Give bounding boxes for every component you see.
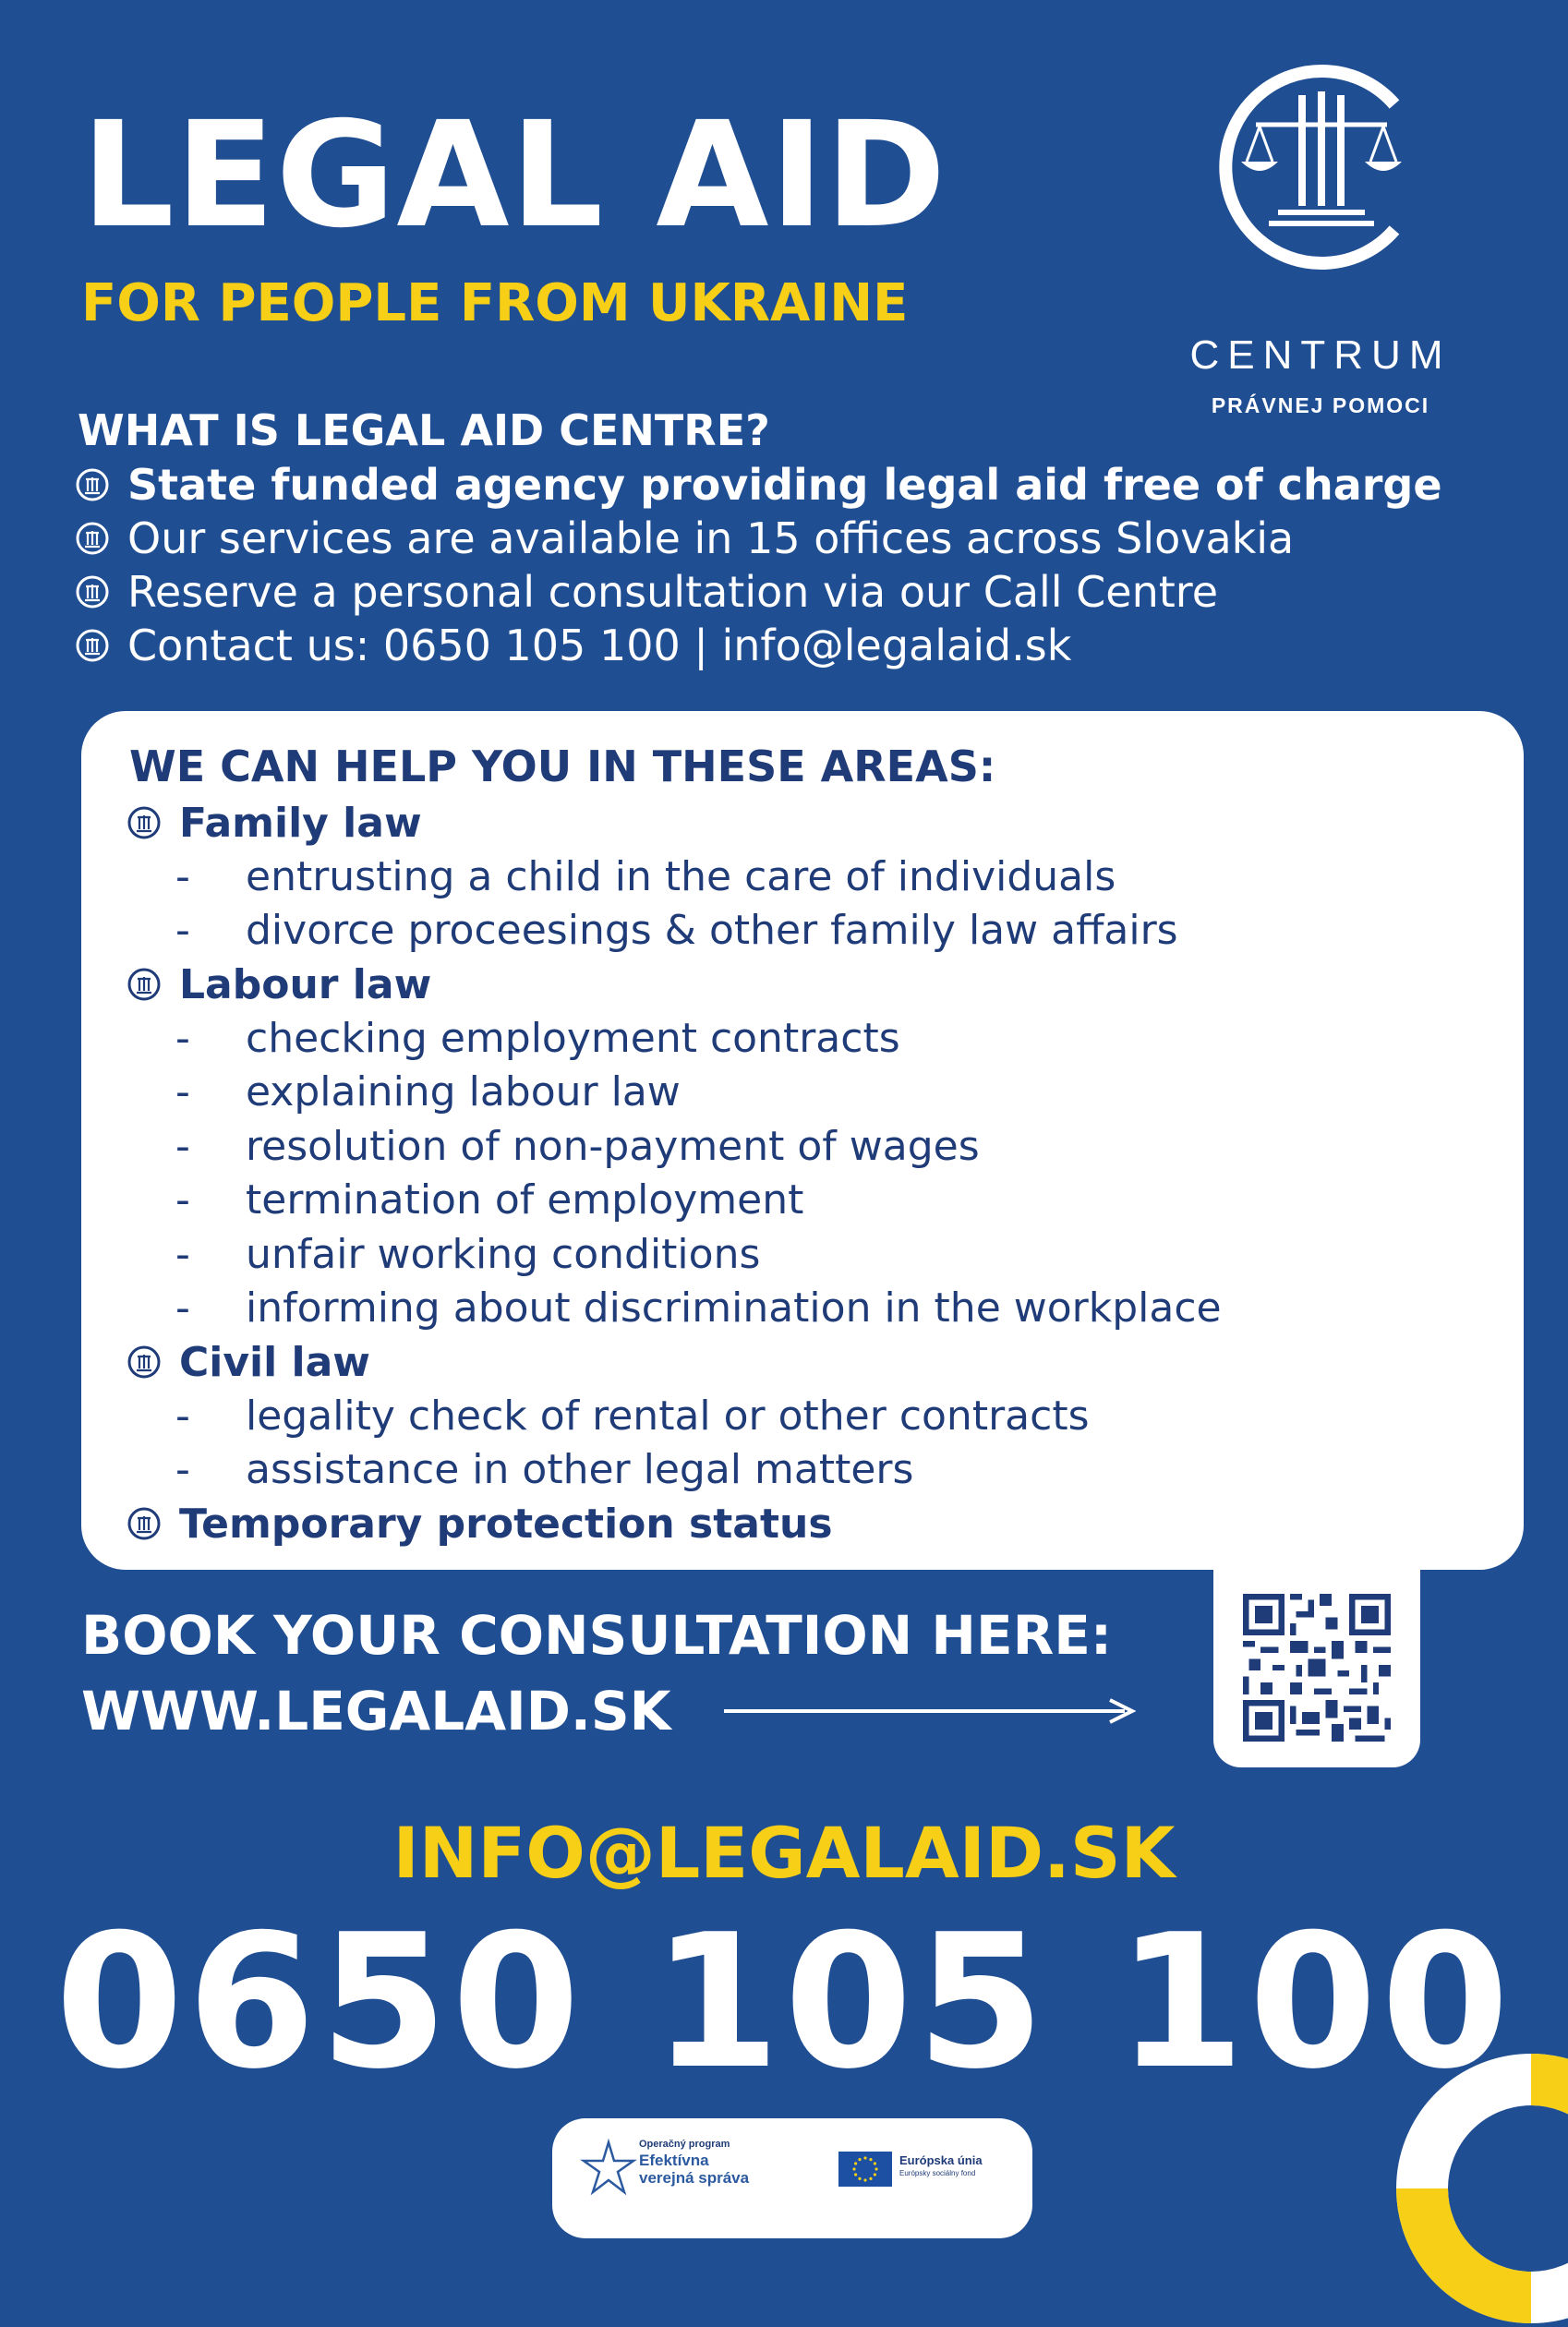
bullet-icon <box>126 966 163 1003</box>
bullet-icon <box>74 520 111 557</box>
area-sub-item: - checking employment contracts <box>175 1014 900 1062</box>
lifebuoy-icon <box>1393 2050 1568 2327</box>
poster-subtitle: FOR PEOPLE FROM UKRAINE <box>81 273 909 333</box>
eu-flag-icon <box>838 2152 892 2187</box>
intro-item <box>74 565 1442 619</box>
arrow-right-icon <box>722 1697 1136 1725</box>
book-consultation-text: BOOK YOUR CONSULTATION HERE: <box>81 1604 1113 1667</box>
area-title: Family law <box>179 799 422 847</box>
area-sub-item: - termination of employment <box>175 1176 804 1224</box>
intro-item-text: Reserve a personal consultation via our Call Centre <box>127 567 1218 617</box>
help-areas-heading: WE CAN HELP YOU IN THESE AREAS: <box>129 742 996 791</box>
area-title: Civil law <box>179 1338 370 1386</box>
intro-item-text: State funded agency providing legal aid free of charge <box>127 460 1442 510</box>
contact-email[interactable]: INFO@LEGALAID.SK <box>392 1812 1176 1894</box>
area-family <box>126 796 1222 958</box>
intro-item-text: Contact us: 0650 105 100 | info@legalaid.sk <box>127 621 1072 670</box>
centrum-logo <box>1145 51 1496 417</box>
funding-badge <box>552 2118 1032 2238</box>
area-sub-item: - informing about discrimination in the workplace <box>175 1284 1222 1332</box>
qr-code-icon <box>1243 1594 1391 1742</box>
intro-question: WHAT IS LEGAL AID CENTRE? <box>78 405 770 455</box>
intro-item <box>74 458 1442 512</box>
logo-subtitle: PRÁVNEJ POMOCI <box>1211 393 1430 417</box>
intro-item <box>74 619 1442 672</box>
qr-code[interactable] <box>1213 1570 1420 1767</box>
area-title: Labour law <box>179 960 432 1008</box>
area-sub-item: - unfair working conditions <box>175 1230 761 1278</box>
help-areas-card <box>81 711 1524 1570</box>
area-title: Temporary protection status <box>179 1500 833 1548</box>
poster-title: LEGAL AID <box>81 90 947 260</box>
bullet-icon <box>126 804 163 841</box>
eu-text: Európska únia Európsky sociálny fond <box>899 2153 983 2177</box>
bullet-icon <box>74 573 111 610</box>
bullet-icon <box>74 466 111 503</box>
intro-list <box>74 458 1442 672</box>
bullet-icon <box>126 1344 163 1381</box>
area-sub-item: - legality check of rental or other contracts <box>175 1392 1090 1440</box>
intro-item <box>74 512 1442 565</box>
area-labour <box>126 958 1222 1335</box>
help-areas-list <box>126 796 1222 1550</box>
area-sub-item: - resolution of non-payment of wages <box>175 1122 980 1170</box>
website-link[interactable]: WWW.LEGALAID.SK <box>81 1680 671 1742</box>
bullet-icon <box>126 1505 163 1542</box>
area-sub-item: - entrusting a child in the care of individuals <box>175 852 1116 900</box>
area-sub-item: - divorce proceesings & other family law affairs <box>175 907 1178 955</box>
intro-item-text: Our services are available in 15 offices across Slovakia <box>127 513 1295 563</box>
area-civil <box>126 1335 1222 1497</box>
area-temporary <box>126 1497 1222 1550</box>
area-sub-item: - assistance in other legal matters <box>175 1446 914 1494</box>
bullet-icon <box>74 627 111 664</box>
logo-name: CENTRUM <box>1189 332 1452 378</box>
operational-program-text: Operačný program Efektívna verejná správa <box>639 2139 750 2187</box>
area-sub-item: - explaining labour law <box>175 1068 681 1116</box>
contact-phone[interactable]: 0650 105 100 <box>54 1895 1514 2110</box>
operational-program-star-icon <box>580 2139 637 2198</box>
scales-of-justice-icon <box>1219 58 1424 276</box>
